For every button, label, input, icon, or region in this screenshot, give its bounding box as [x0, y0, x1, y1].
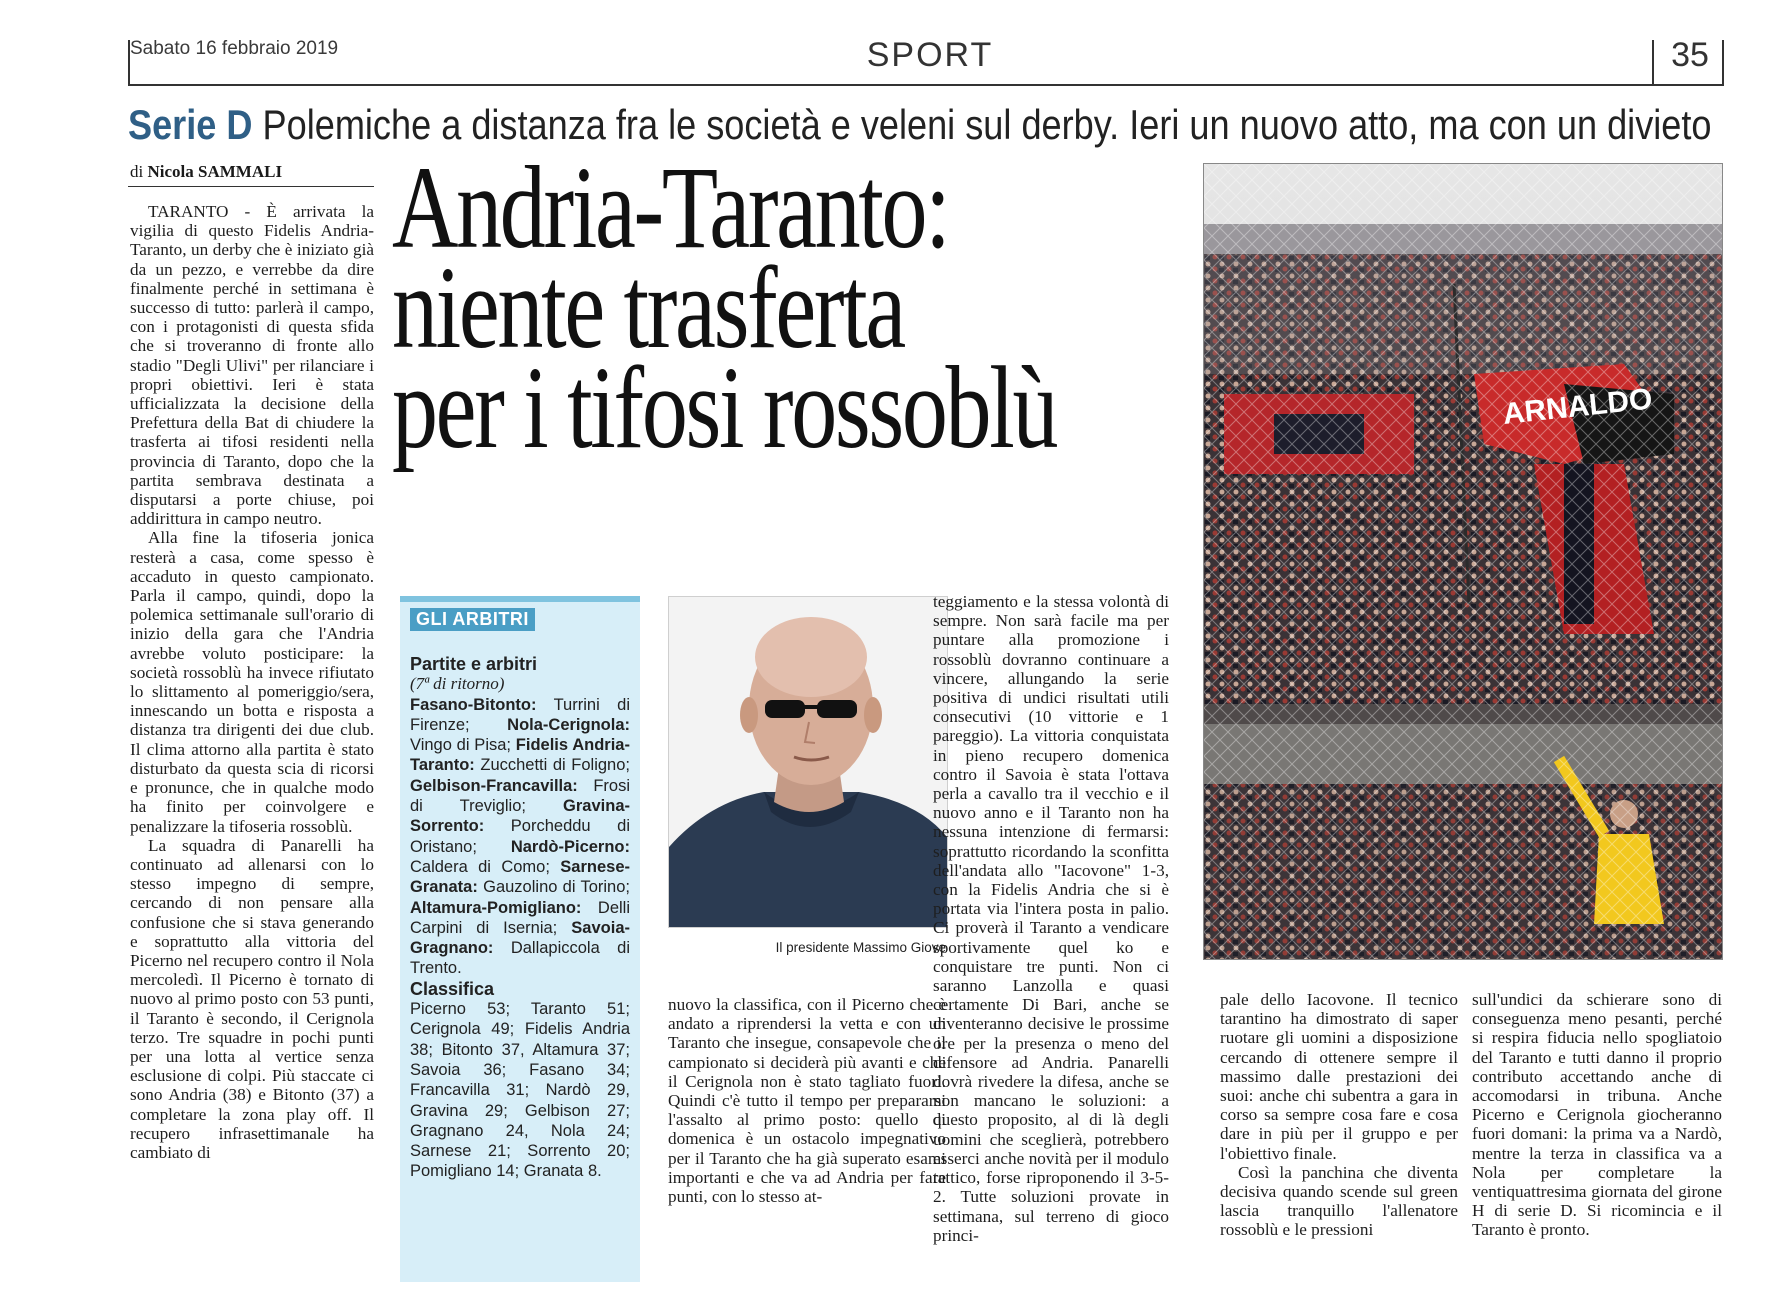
- article-paragraph: TARANTO - È arrivata la vigilia di questo Fidelis Andria-Taranto, un derby che è iniziato già da un pezzo, e verrebbe da dire finalmente perché in settimana è successo di tutto: parlerà il campo, con i protagonisti di questa sfida che si troveranno di fronte allo stadio "Degli Ulivi" per rilanciare i propri obiettivi. Ieri è stata ufficializzata la decisione della Prefettura della Bat di chiudere la trasferta ai tifosi residenti nella provincia di Taranto, dopo che la partita sembrava destinata a disputarsi a porte chiuse, poi addirittura in campo neutro.: [130, 202, 374, 529]
- standings-heading: Classifica: [410, 978, 495, 999]
- article-column-4: [1220, 990, 1458, 1275]
- headline-line-2: niente trasferta: [392, 242, 904, 373]
- article-paragraph: Così la panchina che diventa decisiva quando scende sul green lascia tranquillo l'allenatore rossoblù e le pressioni: [1220, 1162, 1458, 1240]
- byline-prefix: di: [130, 162, 144, 181]
- issue-date: Sabato 16 febbraio 2019: [130, 38, 339, 59]
- match-name: Nola-Cerignola:: [507, 715, 630, 734]
- referees-list: [410, 695, 630, 979]
- article-paragraph: sull'undici da schierare sono di conseguenza meno pesanti, perché si respira fiducia nello spogliatoio del Taranto e tutti danno il proprio contributo accettando anche di accomodarsi in tribuna. Anche Picerno e Cerignola giocheranno fuori domani: la prima va a Nardò, mentre la terza in classifica va a Nola per completare la ventiquattresima giornata del girone H di serie D. Si ricomincia e il Taranto è pronto.: [1472, 990, 1722, 1240]
- referee-name: Gauzolino di Torino;: [483, 878, 630, 897]
- referees-box-title: GLI ARBITRI: [410, 608, 535, 631]
- president-photo-caption: Il presidente Massimo Giove: [775, 940, 946, 955]
- standings-text: Picerno 53; Taranto 51; Cerignola 49; Fidelis Andria 38; Bitonto 37, Altamura 37; Savoia 36; Fasano 34; Francavilla 31; Nardò 29, Gravina 29; Gelbison 27; Gragnano 24, Nola 24; Sarnese 21; Sorrento 20; Pomigliano 14; Granata 8.: [410, 1000, 630, 1181]
- stadium-photo-illustration: [1204, 164, 1722, 959]
- referee-name: Dallapiccola di Trento.: [410, 939, 630, 978]
- referees-box-body: [410, 654, 630, 1182]
- header-rule: [128, 84, 1724, 86]
- section-title: SPORT: [866, 36, 994, 74]
- kicker-section: Serie D: [128, 101, 253, 148]
- stadium-fans-photo: [1203, 163, 1723, 960]
- referee-name: Turrini di Firenze;: [410, 695, 630, 734]
- article-column-2: [668, 995, 946, 1275]
- referee-name: Porcheddu di Oristano;: [410, 817, 630, 856]
- referee-name: Delli Carpini di Isernia;: [410, 898, 630, 937]
- header-right-rule: [1722, 40, 1724, 84]
- match-name: Altamura-Pomigliano:: [410, 898, 582, 917]
- referee-name: Caldera di Como;: [410, 857, 550, 876]
- article-column-3: [933, 592, 1169, 1274]
- match-name: Sarnese-Granata:: [410, 857, 630, 897]
- byline: [130, 162, 370, 182]
- article-column-1: [130, 202, 374, 1274]
- match-name: Gravina-Sorrento:: [410, 797, 630, 836]
- referee-name: Frosi di Treviglio;: [410, 776, 630, 816]
- header-page-rule: [1652, 40, 1654, 84]
- referees-box: [400, 596, 640, 1282]
- match-name: Gelbison-Francavilla:: [410, 776, 578, 795]
- president-photo: [668, 596, 948, 928]
- referees-subheading: (7ª di ritorno): [410, 674, 505, 694]
- article-paragraph: teggiamento e la stessa volontà di sempre. Non sarà facile ma per puntare alla promozione i rossoblù dovranno continuare a vincere, allungando la serie positiva di undici risultati utili consecutivi (10 vittorie e 1 pareggio). La vittoria conquistata in pieno recupero domenica contro il Savoia è stata l'ottava perla a cavallo tra il vecchio e il nuovo anno e il Taranto non ha nessuna intenzione di fermarsi: soprattutto ricordando la sconfitta dell'andata allo "Iacovone" 1-3, con la Fidelis Andria che si è portata via l'intera posta in palio. Ci proverà il Taranto a vendicare sportivamente quel ko e conquistare tre punti. Non ci saranno Lanzolla e quasi certamente Di Bari, anche se diventeranno decisive le prossime ore per la presenza o meno del difensore ad Andria. Panarelli dovrà rivedere la difesa, anche se non mancano le soluzioni: a questo proposito, al di là degli uomini che sceglierà, potrebbero esserci anche novità per il modulo tattico, forse riproponendo il 3-5-2. Tutte soluzioni provate in settimana, sul terreno di gioco princi-: [933, 592, 1169, 1245]
- headline-line-1: Andria-Taranto:: [392, 142, 949, 273]
- page-number: 35: [1671, 36, 1709, 74]
- kicker-text: Polemiche a distanza fra le società e veleni sul derby. Ieri un nuovo atto, ma con un divieto: [262, 101, 1712, 148]
- referee-name: Zucchetti di Foligno;: [480, 756, 630, 775]
- byline-author: Nicola SAMMALI: [147, 162, 283, 181]
- byline-rule: [128, 186, 374, 187]
- article-paragraph: La squadra di Panarelli ha continuato ad allenarsi con lo stesso impegno di sempre, cercando di non pensare alla confusione che si stava generando e soprattutto alla vittoria del Picerno nel recupero contro il Nola mercoledì. Il Picerno è tornato di nuovo al primo posto con 53 punti, il Taranto è secondo, il Cerignola terzo. Tre squadre in pochi punti per una lotta al vertice senza esclusione di colpi. Più staccate ci sono Andria (38) e Bitonto (37) a completare la zona play off. Il recupero infrasettimanale ha cambiato di: [130, 835, 374, 1162]
- match-name: Fasano-Bitonto:: [410, 695, 537, 714]
- headline-line-3: per i tifosi rossoblù: [392, 342, 1057, 473]
- match-name: Fidelis Andria-Taranto:: [410, 736, 630, 775]
- headline: [392, 142, 1211, 473]
- article-paragraph: pale dello Iacovone. Il tecnico tarantino ha dimostrato di saper ruotare gli uomini a disposizione cercando di ottenere sempre il massimo dalle prestazioni dei suoi: anche chi subentra a gara in corso sa sempre cosa fare e cosa dare in più per il gruppo e per l'obiettivo finale.: [1220, 990, 1458, 1163]
- president-photo-illustration: [669, 597, 947, 927]
- match-name: Nardò-Picerno:: [510, 837, 630, 856]
- match-name: Savoia-Gragnano:: [410, 918, 630, 958]
- article-column-5: [1472, 990, 1722, 1275]
- referees-heading: Partite e arbitri: [410, 654, 538, 674]
- article-paragraph: Alla fine la tifoseria jonica resterà a casa, come spesso è accaduto in questo campionato. Parla il campo, quindi, dopo la polemica settimanale sull'orario di inizio della gara che l'Andria avrebbe voluto posticipare: la società rossoblù ha invece rifiutato lo slittamento al pomeriggio/sera, innescando un botta e risposta a distanza tra dirigenti dei due club. Il clima attorno alla partita è stato disturbato da questa scia di ricorsi e pronunce, che in qualche modo ha finito per coinvolgere e penalizzare la tifoseria rossoblù.: [130, 528, 374, 836]
- referee-name: Vingo di Pisa;: [410, 736, 511, 755]
- article-paragraph: nuovo la classifica, con il Picerno che è andato a riprendersi la vetta e con un Taranto che insegue, consapevole che il campionato si deciderà più avanti e che il Cerignola non è stato tagliato fuori. Quindi c'è tutto il tempo per prepararsi l'assalto al primo posto: quello di domenica è un ostacolo impegnativo per il Taranto che ha già superato esami importanti e che va ad Andria per fare punti, con lo stesso at-: [668, 995, 946, 1207]
